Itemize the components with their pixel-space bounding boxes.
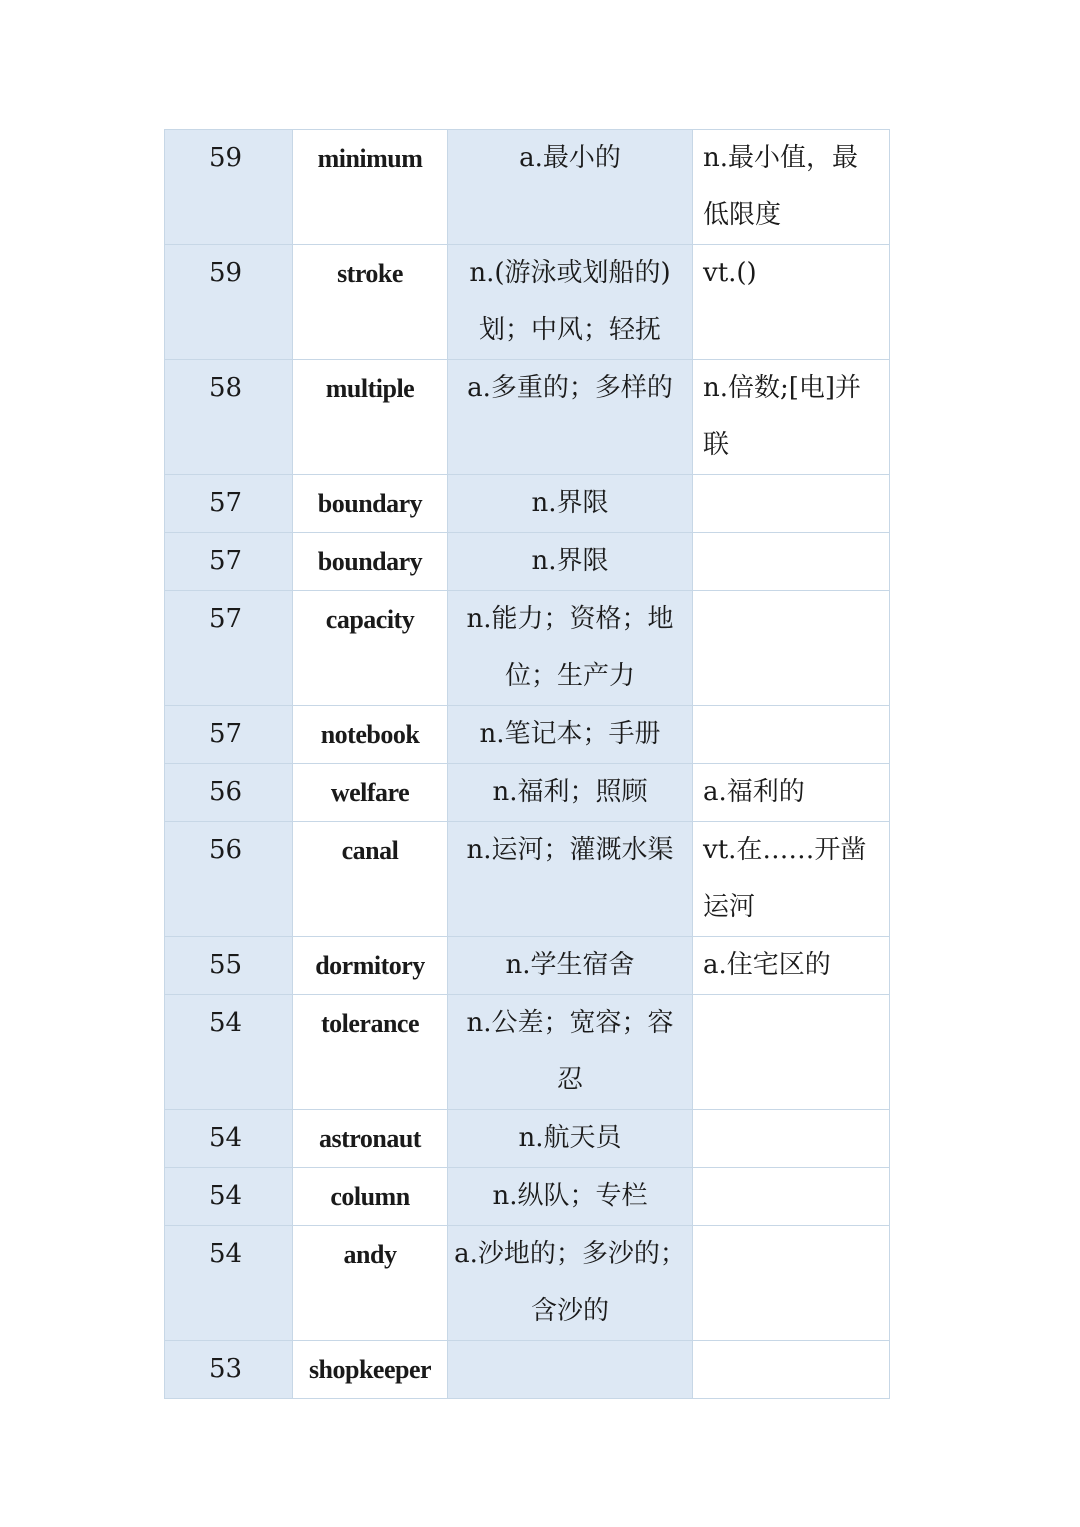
- secondary-definition-cell: a.福利的: [693, 764, 890, 822]
- definition-cell: n.航天员: [448, 1110, 693, 1168]
- rank-cell: 58: [165, 360, 293, 475]
- rank-cell: 57: [165, 706, 293, 764]
- secondary-definition-cell: [693, 1341, 890, 1399]
- word-cell: astronaut: [293, 1110, 448, 1168]
- table-row: [165, 764, 890, 822]
- definition-cell: n.能力；资格；地位；生产力: [448, 591, 693, 706]
- word-cell: column: [293, 1168, 448, 1226]
- rank-cell: 57: [165, 533, 293, 591]
- table-row: [165, 1110, 890, 1168]
- table-row: [165, 245, 890, 360]
- rank-cell: 57: [165, 475, 293, 533]
- secondary-definition-cell: [693, 706, 890, 764]
- rank-cell: 53: [165, 1341, 293, 1399]
- rank-cell: 59: [165, 245, 293, 360]
- secondary-definition-cell: [693, 591, 890, 706]
- definition-cell: n.界限: [448, 533, 693, 591]
- word-cell: canal: [293, 822, 448, 937]
- secondary-definition-cell: [693, 1168, 890, 1226]
- secondary-definition-cell: [693, 1110, 890, 1168]
- definition-cell: [448, 1341, 693, 1399]
- rank-cell: 54: [165, 995, 293, 1110]
- rank-cell: 54: [165, 1226, 293, 1341]
- table-row: [165, 130, 890, 245]
- definition-cell: n.笔记本；手册: [448, 706, 693, 764]
- vocabulary-table: [164, 129, 890, 1399]
- secondary-definition-cell: [693, 533, 890, 591]
- definition-cell: n.学生宿舍: [448, 937, 693, 995]
- rank-cell: 56: [165, 764, 293, 822]
- secondary-definition-cell: n.最小值，最低限度: [693, 130, 890, 245]
- table-row: [165, 1341, 890, 1399]
- table-row: [165, 1226, 890, 1341]
- rank-cell: 54: [165, 1168, 293, 1226]
- word-cell: dormitory: [293, 937, 448, 995]
- word-cell: multiple: [293, 360, 448, 475]
- rank-cell: 56: [165, 822, 293, 937]
- table-row: [165, 533, 890, 591]
- table-row: [165, 995, 890, 1110]
- table-row: [165, 706, 890, 764]
- table-row: [165, 591, 890, 706]
- definition-cell: n.纵队；专栏: [448, 1168, 693, 1226]
- rank-cell: 55: [165, 937, 293, 995]
- word-cell: boundary: [293, 475, 448, 533]
- rank-cell: 54: [165, 1110, 293, 1168]
- word-cell: shopkeeper: [293, 1341, 448, 1399]
- word-cell: boundary: [293, 533, 448, 591]
- secondary-definition-cell: [693, 995, 890, 1110]
- rank-cell: 57: [165, 591, 293, 706]
- word-cell: welfare: [293, 764, 448, 822]
- word-cell: andy: [293, 1226, 448, 1341]
- definition-cell: a.沙地的；多沙的；含沙的: [448, 1226, 693, 1341]
- word-cell: tolerance: [293, 995, 448, 1110]
- definition-cell: a.最小的: [448, 130, 693, 245]
- rank-cell: 59: [165, 130, 293, 245]
- table-row: [165, 822, 890, 937]
- definition-cell: n.公差；宽容；容忍: [448, 995, 693, 1110]
- definition-cell: n.运河；灌溉水渠: [448, 822, 693, 937]
- word-cell: stroke: [293, 245, 448, 360]
- secondary-definition-cell: [693, 1226, 890, 1341]
- secondary-definition-cell: vt.在……开凿运河: [693, 822, 890, 937]
- definition-cell: a.多重的；多样的: [448, 360, 693, 475]
- secondary-definition-cell: vt.(): [693, 245, 890, 360]
- word-cell: minimum: [293, 130, 448, 245]
- definition-cell: n.福利；照顾: [448, 764, 693, 822]
- table-row: [165, 937, 890, 995]
- table-row: [165, 475, 890, 533]
- table-row: [165, 1168, 890, 1226]
- word-cell: notebook: [293, 706, 448, 764]
- definition-cell: n.(游泳或划船的)划；中风；轻抚: [448, 245, 693, 360]
- word-cell: capacity: [293, 591, 448, 706]
- secondary-definition-cell: n.倍数;[电]并联: [693, 360, 890, 475]
- secondary-definition-cell: a.住宅区的: [693, 937, 890, 995]
- table-row: [165, 360, 890, 475]
- secondary-definition-cell: [693, 475, 890, 533]
- definition-cell: n.界限: [448, 475, 693, 533]
